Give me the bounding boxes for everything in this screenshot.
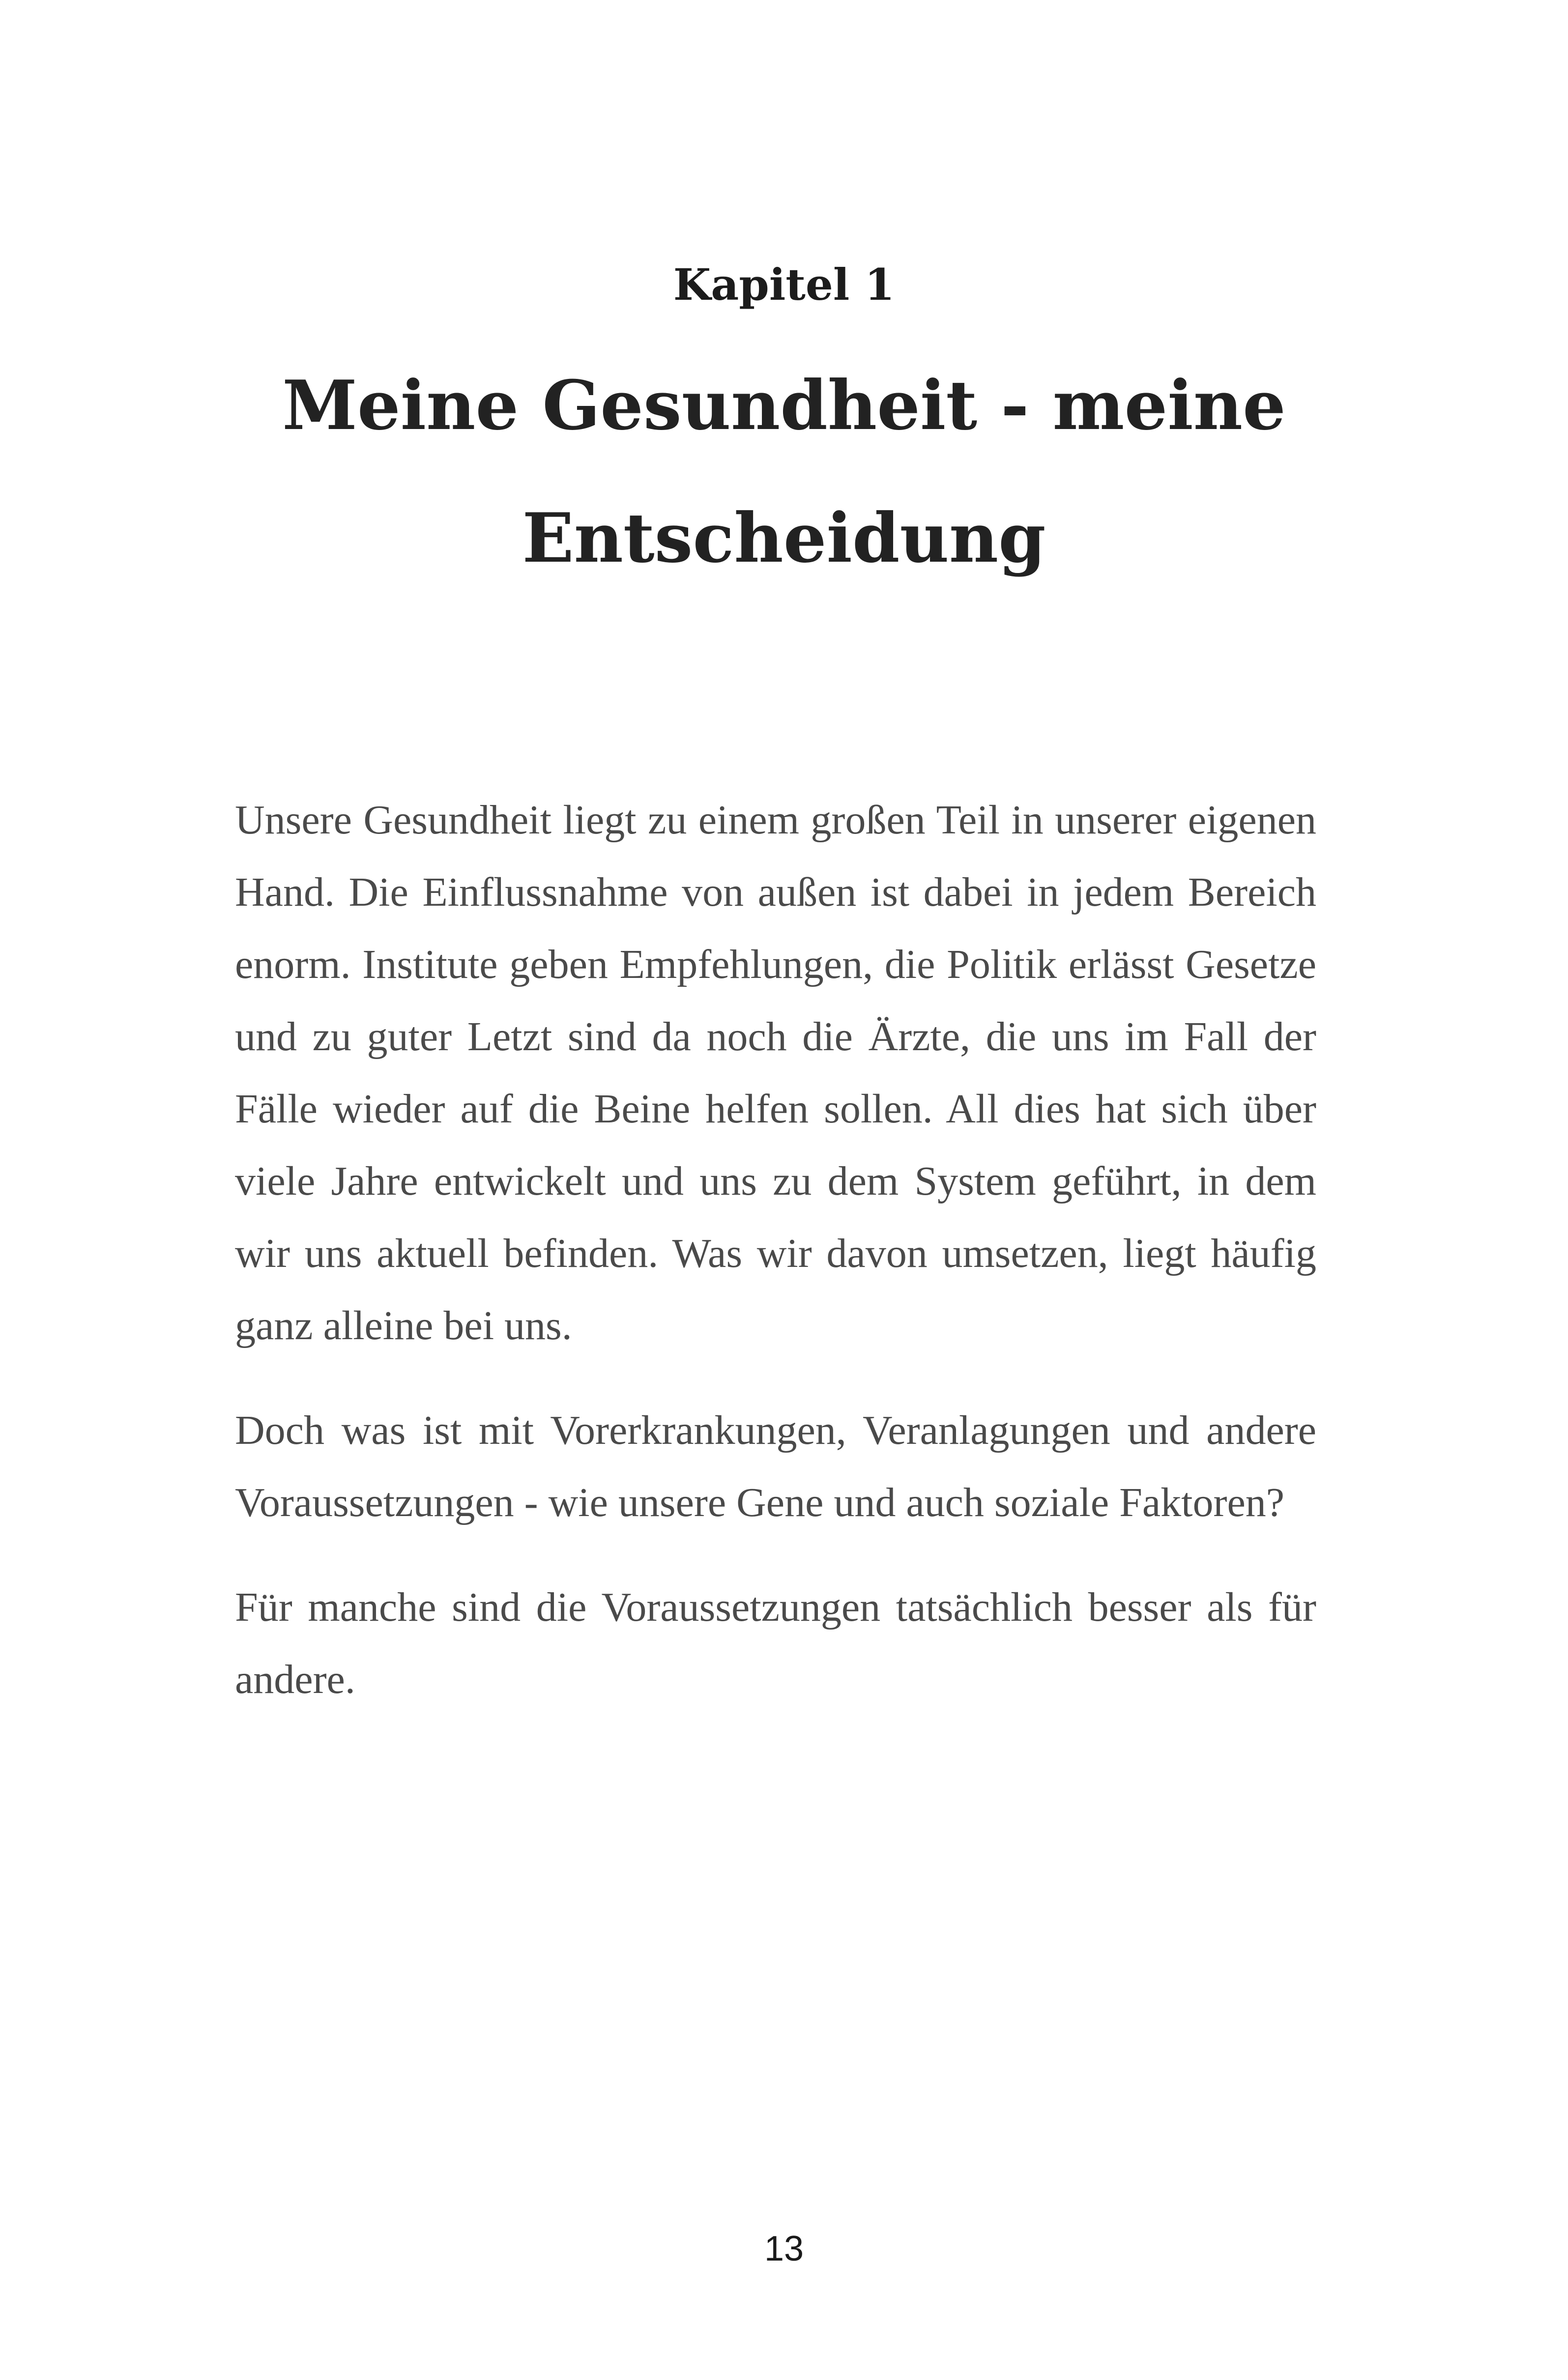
paragraph: Doch was ist mit Vorerkrankungen, Veranlagungen und andere Voraussetzungen - wie unsere Gene und auch soziale Faktoren? (235, 1407, 1316, 1525)
paragraph: Unsere Gesundheit liegt zu einem großen Teil in unserer eigenen Hand. Die Einflussnahme von außen ist dabei in jedem Bereich enorm. Institute geben Empfehlungen, die Politik erlässt Gesetze und zu guter Letzt sind da noch die Ärzte, die uns im Fall der Fälle wieder auf die Beine helfen sollen. All dies hat sich über viele Jahre entwickelt und uns zu dem System geführt, in dem wir uns aktuell befinden. Was wir davon umsetzen, liegt häufig ganz alleine bei uns. (235, 797, 1316, 1348)
paragraph: Für manche sind die Voraussetzungen tatsächlich besser als für andere. (235, 1584, 1316, 1702)
page-number: 13 (764, 2229, 804, 2268)
body-text (235, 784, 1316, 1748)
chapter-title: Meine Gesundheit - meine Entscheidung (282, 365, 1286, 578)
chapter-label: Kapitel 1 (673, 259, 895, 310)
